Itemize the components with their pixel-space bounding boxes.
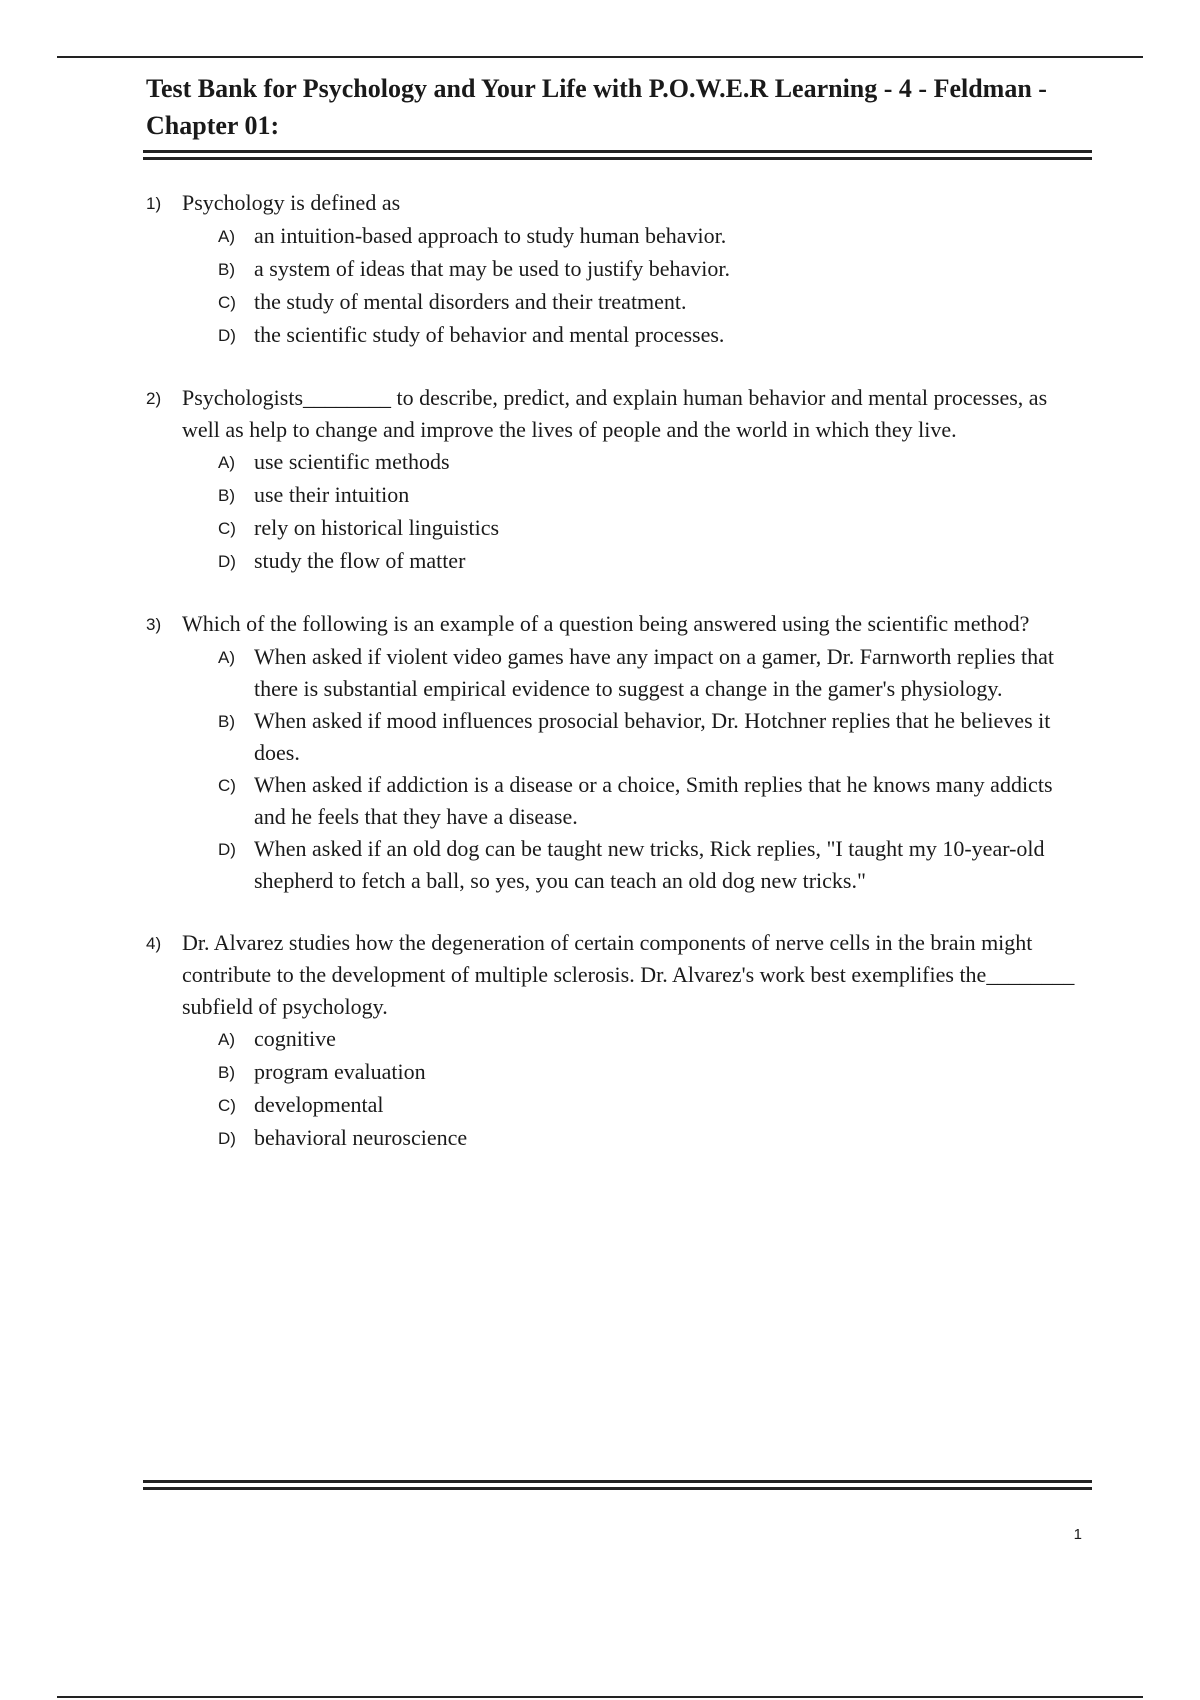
option-letter: A) <box>218 227 235 246</box>
option-letter: B) <box>218 260 235 279</box>
option-text: the scientific study of behavior and mental processes. <box>254 322 725 347</box>
answer-options <box>146 446 1076 578</box>
answer-option-d <box>218 1122 1076 1155</box>
question-text: Which of the following is an example of a question being answered using the scientific method? <box>182 611 1030 636</box>
option-text: cognitive <box>254 1026 336 1051</box>
question-number: 3) <box>146 615 162 634</box>
answer-option-a <box>218 446 1076 479</box>
answer-option-a <box>218 641 1076 705</box>
page-number: 1 <box>1073 1526 1082 1543</box>
answer-option-a <box>218 1023 1076 1056</box>
option-text: the study of mental disorders and their treatment. <box>254 289 687 314</box>
option-letter: A) <box>218 453 235 472</box>
option-text: use scientific methods <box>254 449 450 474</box>
option-text: a system of ideas that may be used to justify behavior. <box>254 256 730 281</box>
option-letter: C) <box>218 519 236 538</box>
answer-option-d <box>218 319 1076 352</box>
option-letter: B) <box>218 712 235 731</box>
answer-options <box>146 641 1076 897</box>
option-text: an intuition-based approach to study human behavior. <box>254 223 727 248</box>
question-4 <box>146 927 1076 1155</box>
question-text: Psychology is defined as <box>182 190 401 215</box>
option-letter: D) <box>218 1129 236 1148</box>
option-text: program evaluation <box>254 1059 426 1084</box>
option-letter: D) <box>218 326 236 345</box>
option-letter: D) <box>218 840 236 859</box>
option-letter: B) <box>218 1063 235 1082</box>
document-title: Test Bank for Psychology and Your Life with P.O.W.E.R Learning - 4 - Feldman - Chapter 01: <box>146 74 1047 140</box>
answer-option-b <box>218 253 1076 286</box>
question-2 <box>146 382 1076 578</box>
option-text: rely on historical linguistics <box>254 515 500 540</box>
option-letter: A) <box>218 648 235 667</box>
question-text: Psychologists________ to describe, predict, and explain human behavior and mental processes, as well as help to change and improve the lives of people and the world in which they live. <box>182 385 1048 442</box>
option-text: behavioral neuroscience <box>254 1125 468 1150</box>
answer-options <box>146 1023 1076 1155</box>
option-text: developmental <box>254 1092 384 1117</box>
question-number: 1) <box>146 194 162 213</box>
option-text: study the flow of matter <box>254 548 466 573</box>
answer-option-c <box>218 1089 1076 1122</box>
header-divider <box>143 150 1092 160</box>
option-text: use their intuition <box>254 482 410 507</box>
question-number: 2) <box>146 389 162 408</box>
answer-option-c <box>218 769 1076 833</box>
option-letter: C) <box>218 1096 236 1115</box>
footer-divider <box>143 1480 1092 1490</box>
answer-option-b <box>218 1056 1076 1089</box>
answer-option-c <box>218 286 1076 319</box>
option-text: When asked if addiction is a disease or a choice, Smith replies that he knows many addicts and he feels that they have a disease. <box>254 772 1053 829</box>
option-text: When asked if mood influences prosocial behavior, Dr. Hotchner replies that he believes it does. <box>254 708 1051 765</box>
option-letter: C) <box>218 293 236 312</box>
question-number: 4) <box>146 934 162 953</box>
question-1 <box>146 187 1076 352</box>
option-letter: C) <box>218 776 236 795</box>
question-list <box>146 187 1076 1185</box>
option-letter: B) <box>218 486 235 505</box>
page-top-border <box>57 56 1143 58</box>
answer-option-c <box>218 512 1076 545</box>
option-letter: A) <box>218 1030 235 1049</box>
option-text: When asked if an old dog can be taught new tricks, Rick replies, "I taught my 10-year-old shepherd to fetch a ball, so yes, you can teach an old dog new tricks." <box>254 836 1045 893</box>
answer-option-a <box>218 220 1076 253</box>
answer-option-b <box>218 479 1076 512</box>
answer-option-d <box>218 545 1076 578</box>
answer-option-d <box>218 833 1076 897</box>
option-text: When asked if violent video games have any impact on a gamer, Dr. Farnworth replies that there is substantial empirical evidence to suggest a change in the gamer's physiology. <box>254 644 1055 701</box>
question-3 <box>146 608 1076 897</box>
answer-option-b <box>218 705 1076 769</box>
page-bottom-border <box>57 1696 1143 1698</box>
question-text: Dr. Alvarez studies how the degeneration of certain components of nerve cells in the brain might contribute to the development of multiple sclerosis. Dr. Alvarez's work best exemplifies the________ subfield of psychology. <box>182 930 1075 1019</box>
answer-options <box>146 220 1076 352</box>
option-letter: D) <box>218 552 236 571</box>
